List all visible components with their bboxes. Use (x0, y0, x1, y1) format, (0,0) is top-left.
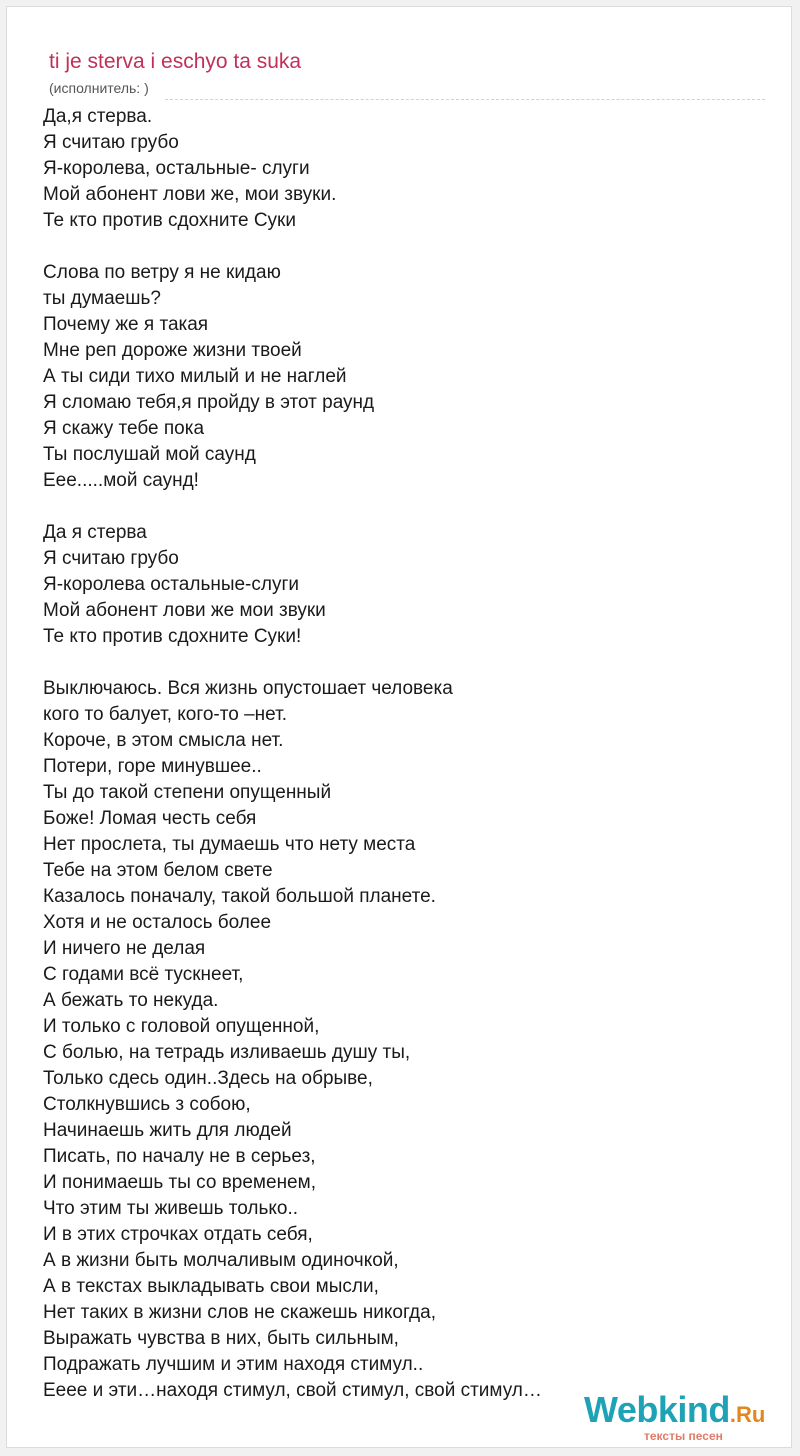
lyric-line: И понимаешь ты со временем, (43, 1172, 316, 1193)
lyric-line (43, 234, 783, 260)
lyric-line: Те кто против сдохните Суки! (43, 626, 302, 647)
artist-line: (исполнитель: ) (49, 80, 149, 96)
logo-tagline: тексты песен (644, 1429, 723, 1443)
lyric-line: Казалось поначалу, такой большой планете. (43, 886, 436, 907)
lyric-line: А в жизни быть молчаливым одиночкой, (43, 1250, 399, 1271)
lyric-line (43, 494, 783, 520)
lyric-line: Да,я стерва. (43, 106, 153, 127)
logo-domain: .Ru (729, 1402, 766, 1427)
lyric-line: С годами всё тускнеет, (43, 964, 244, 985)
lyric-line: Выражать чувства в них, быть сильным, (43, 1328, 399, 1349)
lyric-line: Короче, в этом смысла нет. (43, 730, 284, 751)
lyric-line: И ничего не делая (43, 938, 206, 959)
lyric-line: Хотя и не осталось более (43, 912, 272, 933)
site-logo[interactable] (584, 1389, 766, 1443)
lyric-line: Я скажу тебе пока (43, 418, 205, 439)
lyric-line: Потери, горе минувшее.. (43, 756, 262, 777)
lyric-line: Нет прослета, ты думаешь что нету места (43, 834, 416, 855)
lyric-line: ты думаешь? (43, 288, 161, 309)
lyric-line: Мне реп дороже жизни твоей (43, 340, 302, 361)
lyric-line: С болью, на тетрадь изливаешь душу ты, (43, 1042, 411, 1063)
lyric-line: Мой абонент лови же мои звуки (43, 600, 326, 621)
lyric-line: Мой абонент лови же, мои звуки. (43, 184, 337, 205)
lyric-line: Столкнувшись з собою, (43, 1094, 251, 1115)
lyric-line: Ты послушай мой саунд (43, 444, 256, 465)
lyric-line: Я-королева остальные-слуги (43, 574, 300, 595)
lyric-line: Выключаюсь. Вся жизнь опустошает человека (43, 678, 453, 699)
lyric-line: Я считаю грубо (43, 132, 179, 153)
lyric-line: Слова по ветру я не кидаю (43, 262, 281, 283)
lyric-line: кого то балует, кого-то –нет. (43, 704, 287, 725)
lyric-line: Еее.....мой саунд! (43, 470, 199, 491)
lyric-line: Тебе на этом белом свете (43, 860, 273, 881)
lyrics-text (43, 104, 783, 1404)
lyric-line: Ты до такой степени опущенный (43, 782, 332, 803)
lyric-line: А бежать то некуда. (43, 990, 219, 1011)
logo-wordmark: Webkind (584, 1389, 730, 1430)
lyric-line: Боже! Ломая честь себя (43, 808, 257, 829)
lyric-line: Еееe и эти…находя стимул, свой стимул, свой стимул… (43, 1380, 542, 1401)
header-divider (165, 99, 765, 100)
lyric-line: Только сдесь один..Здесь на обрыве, (43, 1068, 373, 1089)
lyric-line: А ты сиди тихо милый и не наглей (43, 366, 347, 387)
lyric-line: Да я стерва (43, 522, 147, 543)
lyric-line: А в текстах выкладывать свои мысли, (43, 1276, 379, 1297)
lyric-line: И только с головой опущенной, (43, 1016, 320, 1037)
lyric-line: И в этих строчках отдать себя, (43, 1224, 313, 1245)
song-title[interactable]: ti je sterva i eschyo ta suka (49, 50, 302, 73)
lyric-line: Писать, по началу не в серьез, (43, 1146, 316, 1167)
lyric-line: Что этим ты живешь только.. (43, 1198, 299, 1219)
lyric-line: Те кто против сдохните Суки (43, 210, 296, 231)
lyric-line (43, 650, 783, 676)
lyric-line: Почему же я такая (43, 314, 209, 335)
lyric-line: Нет таких в жизни слов не скажешь никогда, (43, 1302, 436, 1323)
lyric-line: Начинаешь жить для людей (43, 1120, 292, 1141)
lyric-line: Подражать лучшим и этим находя стимул.. (43, 1354, 424, 1375)
lyric-line: Я-королева, остальные- слуги (43, 158, 310, 179)
lyric-line: Я считаю грубо (43, 548, 179, 569)
lyric-line: Я сломаю тебя,я пройду в этот раунд (43, 392, 375, 413)
